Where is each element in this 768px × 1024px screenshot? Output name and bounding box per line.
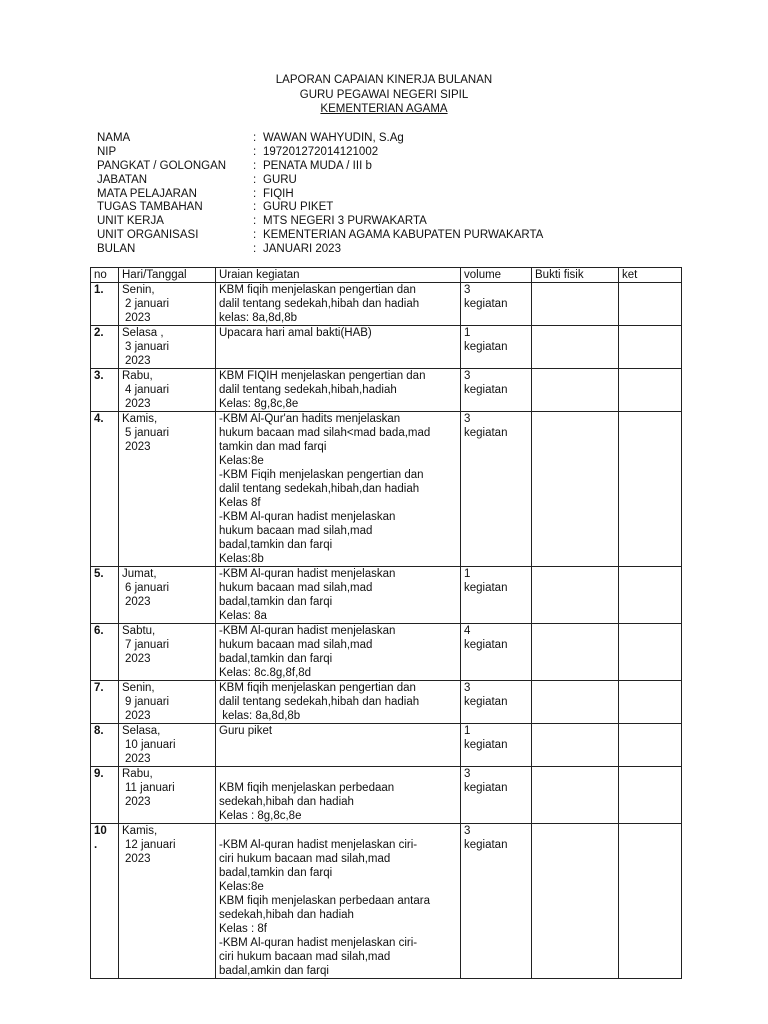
row-activity bbox=[216, 412, 461, 567]
identity-colon: : bbox=[253, 243, 257, 256]
row-volume bbox=[461, 767, 532, 824]
identity-value: GURU PIKET bbox=[263, 201, 334, 214]
activity-line: KBM fiqih menjelaskan perbedaan antara bbox=[219, 895, 430, 907]
row-number: 1. bbox=[91, 283, 119, 326]
activity-line: -KBM Al-quran hadist menjelaskan bbox=[219, 511, 396, 523]
row-number: 10 . bbox=[91, 824, 119, 979]
table-row bbox=[91, 681, 682, 724]
row-day-date: 5 januari bbox=[125, 427, 170, 439]
row-number: 2. bbox=[91, 326, 119, 369]
col-header-no: no bbox=[91, 268, 119, 283]
row-evidence bbox=[532, 681, 619, 724]
row-year: 2023 bbox=[125, 653, 151, 665]
report-subtitle: GURU PEGAWAI NEGERI SIPIL bbox=[299, 88, 469, 101]
activity-line: badal,amkin dan farqi bbox=[219, 965, 329, 977]
activity-table bbox=[90, 267, 682, 979]
identity-value: JANUARI 2023 bbox=[263, 243, 341, 256]
table-row bbox=[91, 326, 682, 369]
activity-line: KBM fiqih menjelaskan perbedaan bbox=[219, 782, 395, 794]
activity-line bbox=[219, 824, 457, 838]
activity-line: KBM fiqih menjelaskan pengertian dan bbox=[219, 284, 416, 296]
identity-colon: : bbox=[253, 145, 257, 158]
volume-unit: kegiatan bbox=[464, 839, 508, 851]
row-date bbox=[119, 724, 216, 767]
row-activity bbox=[216, 681, 461, 724]
activity-line: sedekah,hibah dan hadiah bbox=[219, 796, 354, 808]
row-note bbox=[619, 412, 682, 567]
volume-unit: kegiatan bbox=[464, 298, 508, 310]
volume-count: 1 bbox=[464, 568, 471, 580]
volume-unit: kegiatan bbox=[464, 427, 508, 439]
col-header-evidence: Bukti fisik bbox=[532, 268, 619, 283]
row-volume bbox=[461, 567, 532, 624]
row-evidence bbox=[532, 767, 619, 824]
identity-label: MATA PELAJARAN bbox=[97, 187, 197, 200]
activity-line: Kelas:8e bbox=[219, 881, 264, 893]
activity-line: badal,tamkin dan farqi bbox=[219, 653, 333, 665]
row-number: 6. bbox=[91, 624, 119, 681]
identity-value: WAWAN WAHYUDIN, S.Ag bbox=[263, 132, 404, 144]
identity-label: TUGAS TAMBAHAN bbox=[97, 201, 203, 214]
identity-colon: : bbox=[253, 201, 257, 214]
identity-row bbox=[97, 145, 543, 159]
identity-row bbox=[97, 159, 543, 173]
row-activity bbox=[216, 283, 461, 326]
row-volume bbox=[461, 681, 532, 724]
activity-line: kelas: 8a,8d,8b bbox=[219, 710, 301, 722]
row-day-date: 3 januari bbox=[125, 341, 170, 353]
identity-label: JABATAN bbox=[97, 173, 148, 186]
identity-label: PANGKAT / GOLONGAN bbox=[97, 159, 227, 172]
row-year: 2023 bbox=[125, 753, 151, 765]
row-date bbox=[119, 567, 216, 624]
table-row bbox=[91, 369, 682, 412]
identity-label: BULAN bbox=[97, 243, 136, 256]
row-note bbox=[619, 624, 682, 681]
row-note bbox=[619, 681, 682, 724]
row-day-date: 6 januari bbox=[125, 582, 170, 594]
row-number: 4. bbox=[91, 412, 119, 567]
identity-row bbox=[97, 187, 543, 201]
row-day: Kamis, bbox=[122, 413, 158, 425]
row-day-date: 10 januari bbox=[125, 739, 176, 751]
row-evidence bbox=[532, 369, 619, 412]
volume-count: 3 bbox=[464, 825, 471, 837]
activity-line: Kelas: 8c.8g,8f,8d bbox=[219, 667, 312, 679]
row-day: Sabtu, bbox=[122, 625, 156, 637]
col-header-date: Hari/Tanggal bbox=[119, 268, 216, 283]
identity-colon: : bbox=[253, 187, 257, 200]
identity-row bbox=[97, 131, 543, 145]
row-volume bbox=[461, 412, 532, 567]
activity-line: ciri hukum bacaan mad silah,mad bbox=[219, 951, 391, 963]
row-evidence bbox=[532, 624, 619, 681]
activity-line: badal,tamkin dan farqi bbox=[219, 539, 333, 551]
table-body bbox=[91, 283, 682, 979]
row-activity bbox=[216, 369, 461, 412]
row-number: 7. bbox=[91, 681, 119, 724]
table-row bbox=[91, 767, 682, 824]
identity-row bbox=[97, 173, 543, 187]
activity-line: hukum bacaan mad silah,mad bbox=[219, 582, 373, 594]
row-evidence bbox=[532, 724, 619, 767]
activity-line: KBM fiqih menjelaskan pengertian dan bbox=[219, 682, 416, 694]
identity-colon: : bbox=[253, 159, 257, 172]
identity-colon: : bbox=[253, 215, 257, 228]
row-day: Selasa, bbox=[122, 725, 161, 737]
row-volume bbox=[461, 369, 532, 412]
activity-line: sedekah,hibah dan hadiah bbox=[219, 909, 354, 921]
row-day-date: 11 januari bbox=[125, 782, 175, 794]
row-note bbox=[619, 824, 682, 979]
row-day: Rabu, bbox=[122, 768, 153, 780]
volume-count: 1 bbox=[464, 725, 471, 737]
row-number: 5. bbox=[91, 567, 119, 624]
row-number: 9. bbox=[91, 767, 119, 824]
row-day: Senin, bbox=[122, 284, 155, 296]
volume-count: 3 bbox=[464, 284, 471, 296]
identity-value: 197201272014121002 bbox=[263, 145, 379, 158]
activity-line: dalil tentang sedekah,hibah,hadiah bbox=[219, 384, 397, 396]
volume-count: 3 bbox=[464, 413, 471, 425]
volume-unit: kegiatan bbox=[464, 696, 508, 708]
row-evidence bbox=[532, 326, 619, 369]
activity-line bbox=[219, 767, 457, 781]
activity-line: -KBM Al-Qur'an hadits menjelaskan bbox=[219, 413, 401, 425]
activity-line: -KBM Al-quran hadist menjelaskan bbox=[219, 568, 396, 580]
row-volume bbox=[461, 824, 532, 979]
row-note bbox=[619, 767, 682, 824]
report-title: LAPORAN CAPAIAN KINERJA BULANAN bbox=[275, 74, 493, 86]
row-day-date: 12 januari bbox=[125, 839, 176, 851]
table-row bbox=[91, 283, 682, 326]
row-day-date: 2 januari bbox=[125, 298, 170, 310]
activity-line: Kelas:8e bbox=[219, 455, 264, 467]
row-activity bbox=[216, 326, 461, 369]
ministry-heading: KEMENTERIAN AGAMA bbox=[320, 103, 448, 115]
row-day-date: 4 januari bbox=[125, 384, 170, 396]
col-header-activity: Uraian kegiatan bbox=[216, 268, 461, 283]
row-date bbox=[119, 681, 216, 724]
row-day: Kamis, bbox=[122, 825, 158, 837]
row-year: 2023 bbox=[125, 853, 151, 865]
activity-line: -KBM Al-quran hadist menjelaskan ciri- bbox=[219, 839, 418, 851]
activity-line: -KBM Al-quran hadist menjelaskan bbox=[219, 625, 396, 637]
row-activity bbox=[216, 624, 461, 681]
row-note bbox=[619, 724, 682, 767]
volume-unit: kegiatan bbox=[464, 341, 508, 353]
row-year: 2023 bbox=[125, 710, 151, 722]
identity-section bbox=[97, 131, 543, 256]
row-year: 2023 bbox=[125, 796, 151, 808]
row-date bbox=[119, 412, 216, 567]
row-activity bbox=[216, 767, 461, 824]
row-date bbox=[119, 283, 216, 326]
report-header bbox=[0, 73, 768, 117]
row-day-date: 7 januari bbox=[125, 639, 170, 651]
table-row bbox=[91, 824, 682, 979]
activity-line: Kelas: 8g,8c,8e bbox=[219, 398, 299, 410]
volume-count: 3 bbox=[464, 370, 471, 382]
table-row bbox=[91, 412, 682, 567]
identity-row bbox=[97, 242, 543, 256]
activity-line: badal,tamkin dan farqi bbox=[219, 596, 333, 608]
activity-line: Kelas : 8g,8c,8e bbox=[219, 810, 302, 822]
row-note bbox=[619, 326, 682, 369]
row-activity bbox=[216, 824, 461, 979]
table-row bbox=[91, 624, 682, 681]
row-evidence bbox=[532, 824, 619, 979]
identity-value: FIQIH bbox=[263, 187, 294, 200]
row-note bbox=[619, 567, 682, 624]
volume-count: 3 bbox=[464, 682, 471, 694]
row-day-date: 9 januari bbox=[125, 696, 170, 708]
row-day: Rabu, bbox=[122, 370, 153, 382]
row-day: Jumat, bbox=[122, 568, 157, 580]
row-note bbox=[619, 369, 682, 412]
activity-line: tamkin dan mad farqi bbox=[219, 441, 327, 453]
identity-value: PENATA MUDA / III b bbox=[263, 159, 372, 172]
table-row bbox=[91, 724, 682, 767]
volume-unit: kegiatan bbox=[464, 639, 508, 651]
row-evidence bbox=[532, 567, 619, 624]
identity-colon: : bbox=[253, 229, 257, 242]
activity-line: hukum bacaan mad silah<mad bada,mad bbox=[219, 427, 431, 439]
row-year: 2023 bbox=[125, 355, 151, 367]
identity-label: UNIT KERJA bbox=[97, 215, 164, 228]
table-row bbox=[91, 567, 682, 624]
activity-line: -KBM Fiqih menjelaskan pengertian dan bbox=[219, 469, 424, 481]
row-year: 2023 bbox=[125, 596, 151, 608]
volume-unit: kegiatan bbox=[464, 384, 508, 396]
activity-line: -KBM Al-quran hadist menjelaskan ciri- bbox=[219, 937, 418, 949]
identity-colon: : bbox=[253, 132, 257, 144]
activity-line: dalil tentang sedekah,hibah,dan hadiah bbox=[219, 483, 420, 495]
activity-line: kelas: 8a,8d,8b bbox=[219, 312, 298, 324]
identity-colon: : bbox=[253, 173, 257, 186]
row-year: 2023 bbox=[125, 441, 151, 453]
row-number: 8. bbox=[91, 724, 119, 767]
row-day: Senin, bbox=[122, 682, 155, 694]
row-evidence bbox=[532, 412, 619, 567]
volume-unit: kegiatan bbox=[464, 782, 508, 794]
row-date bbox=[119, 624, 216, 681]
row-volume bbox=[461, 624, 532, 681]
activity-line: Kelas : 8f bbox=[219, 923, 267, 935]
row-date bbox=[119, 326, 216, 369]
row-volume bbox=[461, 724, 532, 767]
identity-value: GURU bbox=[263, 173, 297, 186]
col-header-note: ket bbox=[619, 268, 682, 283]
identity-value: MTS NEGERI 3 PURWAKARTA bbox=[263, 215, 427, 228]
activity-line: Kelas 8f bbox=[219, 497, 261, 509]
row-date bbox=[119, 369, 216, 412]
activity-line: Kelas: 8a bbox=[219, 610, 267, 622]
activity-line: ciri hukum bacaan mad silah,mad bbox=[219, 853, 391, 865]
row-date bbox=[119, 767, 216, 824]
volume-count: 1 bbox=[464, 327, 471, 339]
row-evidence bbox=[532, 283, 619, 326]
row-activity bbox=[216, 567, 461, 624]
table-header-row bbox=[91, 268, 682, 283]
col-header-volume: volume bbox=[461, 268, 532, 283]
activity-line: Kelas:8b bbox=[219, 553, 264, 565]
activity-line: dalil tentang sedekah,hibah dan hadiah bbox=[219, 298, 420, 310]
activity-line: badal,tamkin dan farqi bbox=[219, 867, 333, 879]
identity-row bbox=[97, 200, 543, 214]
activity-line: KBM FIQIH menjelaskan pengertian dan bbox=[219, 370, 426, 382]
row-note bbox=[619, 283, 682, 326]
row-volume bbox=[461, 326, 532, 369]
activity-line: Upacara hari amal bakti(HAB) bbox=[219, 327, 372, 339]
identity-row bbox=[97, 214, 543, 228]
activity-line: Guru piket bbox=[219, 725, 273, 737]
activity-line: dalil tentang sedekah,hibah dan hadiah bbox=[219, 696, 420, 708]
identity-label: UNIT ORGANISASI bbox=[97, 229, 199, 242]
activity-line: hukum bacaan mad silah,mad bbox=[219, 525, 373, 537]
identity-row bbox=[97, 228, 543, 242]
identity-label: NIP bbox=[97, 145, 117, 158]
row-year: 2023 bbox=[125, 312, 151, 324]
row-activity bbox=[216, 724, 461, 767]
volume-unit: kegiatan bbox=[464, 739, 508, 751]
volume-unit: kegiatan bbox=[464, 582, 508, 594]
identity-value: KEMENTERIAN AGAMA KABUPATEN PURWAKARTA bbox=[263, 229, 544, 242]
row-year: 2023 bbox=[125, 398, 151, 410]
row-volume bbox=[461, 283, 532, 326]
identity-label: NAMA bbox=[97, 132, 131, 144]
row-number: 3. bbox=[91, 369, 119, 412]
volume-count: 4 bbox=[464, 625, 471, 637]
activity-line: hukum bacaan mad silah,mad bbox=[219, 639, 373, 651]
volume-count: 3 bbox=[464, 768, 471, 780]
row-date bbox=[119, 824, 216, 979]
row-day: Selasa , bbox=[122, 327, 164, 339]
